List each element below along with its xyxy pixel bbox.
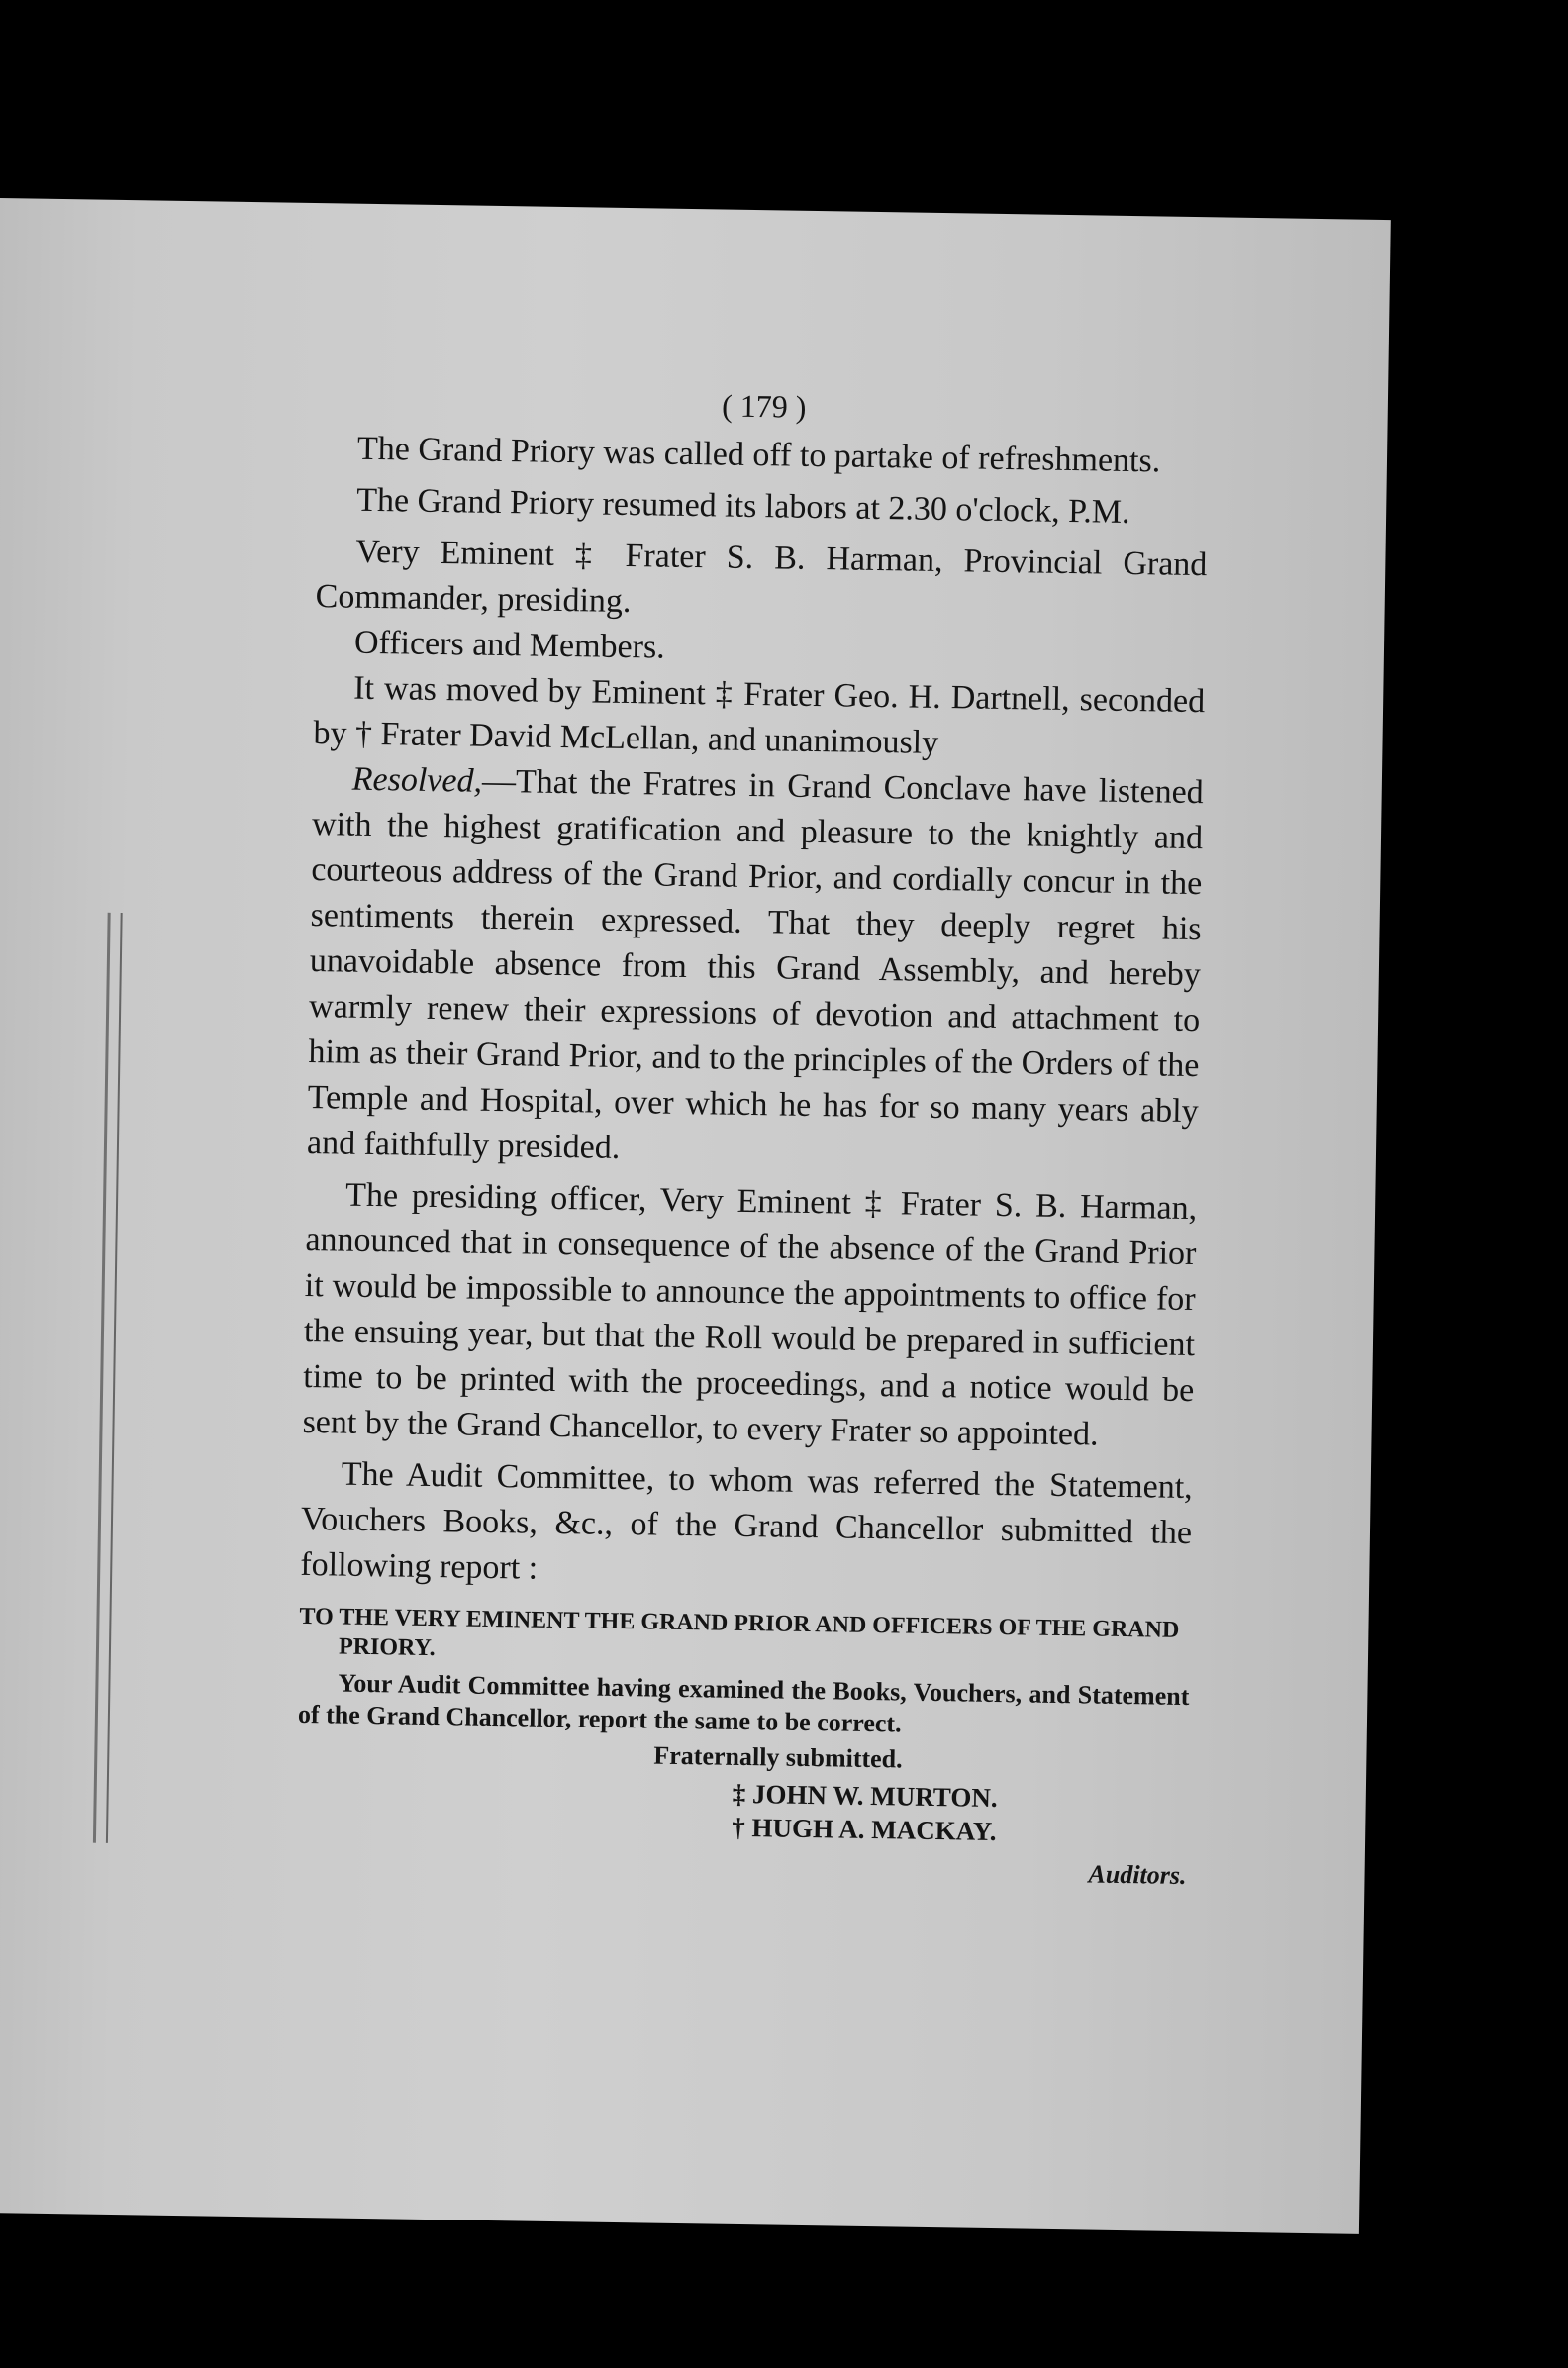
paragraph-officers: Officers and Members.: [353, 624, 666, 666]
resolved-lead: Resolved,: [351, 760, 483, 800]
signer-mackay: † HUGH A. MACKAY.: [732, 1812, 997, 1847]
page-sheet: [0, 198, 1391, 2234]
paragraph-audit-committee: The Audit Committee, to whom was referred the Statement, Vouchers Books, &c., of the Grand Chancellor submitted the following report :: [300, 1455, 1193, 1587]
page-number: ( 179 ): [721, 387, 807, 425]
signer-murton: ‡ JOHN W. MURTON.: [732, 1778, 998, 1814]
signers: [296, 1770, 1188, 1851]
paragraph-motion: It was moved by Eminent ‡ Frater Geo. H. Dartnell, seconded by † Frater David McLellan, and unanimously: [313, 669, 1206, 761]
paragraph-appointments: The presiding officer, Very Eminent ‡ Frater S. B. Harman, announced that in consequence of the absence of the Grand Prior it would be impossible to announce the appointments to office for the ensuing year, but that the Roll would be prepared in sufficient time to be printed with the proceedings, and a notice would be sent by the Grand Chancellor, to every Frater so appointed.: [302, 1176, 1198, 1453]
report-closing: Fraternally submitted.: [653, 1740, 903, 1774]
signers-role: Auditors.: [1088, 1859, 1187, 1891]
report-text: Your Audit Committee having examined the Books, Vouchers, and Statement of the Grand Chancellor, report the same to be correct.: [297, 1668, 1190, 1738]
report-address: TO THE VERY EMINENT THE GRAND PRIOR AND OFFICERS OF THE GRAND PRIORY.: [299, 1603, 1180, 1662]
page-text: [295, 376, 1210, 1899]
paragraph-refreshments: The Grand Priory was called off to partake of refreshments.: [356, 430, 1161, 480]
paragraph-resolution: [307, 756, 1204, 1180]
paragraph-presiding: Very Eminent ‡ Frater S. B. Harman, Provincial Grand Commander, presiding.: [315, 533, 1208, 621]
paragraph-resumed: The Grand Priory resumed its labors at 2.30 o'clock, P.M.: [355, 481, 1130, 531]
binding-crease: [93, 913, 123, 1843]
resolution-text: —That the Fratres in Grand Conclave have listened with the highest gratification and pleasure to the knightly and courteous address of the Grand Prior, and cordially concur in the sentiments therein expressed. That they deeply regret his unavoidable absence from this Grand Assembly, and hereby warmly renew their expressions of devotion and attachment to him as their Grand Prior, and to the principles of the Orders of the Temple and Hospital, over which he has for so many years ably and faithfully presided.: [306, 762, 1205, 1166]
